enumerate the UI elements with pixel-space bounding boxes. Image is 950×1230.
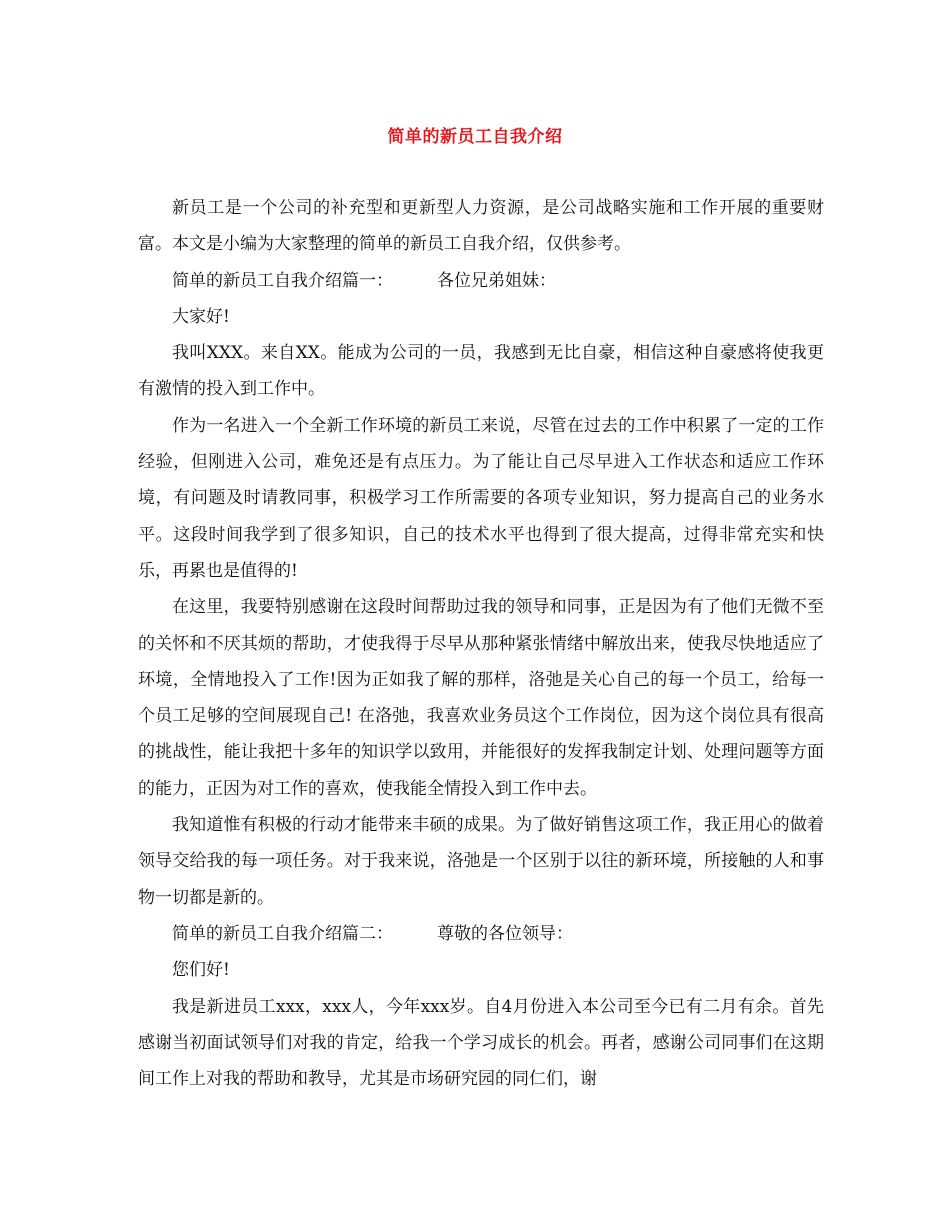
paragraph-work-experience: 作为一名进入一个全新工作环境的新员工来说，尽管在过去的工作中积累了一定的工作经验，但刚进入公司，难免还是有点压力。为了能让自己尽早进入工作状态和适应工作环境，有问题及时请教同事，积极学习工作所需要的各项专业知识，努力提高自己的业务水平。这段时间我学到了很多知识，自己的技术水平也得到了很大提高，过得非常充实和快乐，再累也是值得的! (138, 415, 824, 581)
document-body (138, 190, 824, 1097)
paragraph-greeting-two: 您们好! (172, 960, 230, 981)
paragraph-intro: 新员工是一个公司的补充型和更新型人力资源，是公司战略实施和工作开展的重要财富。本文是小编为大家整理的简单的新员工自我介绍，仅供参考。 (138, 198, 824, 255)
paragraph-new-employee: 我是新进员工xxx，xxx人，今年xxx岁。自4月份进入本公司至今已有二月有余。首先感谢当初面试领导们对我的肯定，给我一个学习成长的机会。再者，感谢公司同事们在这期间工作上对我的帮助和教导，尤其是市场研究园的同仁们，谢 (138, 996, 824, 1090)
paragraph-section-one-heading (138, 263, 824, 299)
section-one-title: 简单的新员工自我介绍篇一： (172, 270, 393, 291)
paragraph-self-intro: 我叫XXX。来自XX。能成为公司的一员，我感到无比自豪，相信这种自豪感将使我更有激情的投入到工作中。 (138, 343, 824, 400)
paragraph-thanks: 在这里，我要特别感谢在这段时间帮助过我的领导和同事，正是因为有了他们无微不至的关怀和不厌其烦的帮助，才使我得于尽早从那种紧张情绪中解放出来，使我尽快地适应了环境，全情地投入了工作!因为正如我了解的那样，洛弛是关心自己的每一个员工，给每一个员工足够的空间展现自己! 在洛弛，我喜欢业务员这个工作岗位，因为这个岗位具有很高的挑战性，能让我把十多年的知识学以致用，并能很好的发挥我制定计划、处理问题等方面的能力，正因为对工作的喜欢，使我能全情投入到工作中去。 (138, 597, 824, 799)
section-one-salutation: 各位兄弟姐妹： (437, 270, 556, 291)
section-two-salutation: 尊敬的各位领导： (437, 923, 573, 944)
paragraph-greeting-one: 大家好! (172, 306, 230, 327)
paragraph-section-two-heading (138, 916, 824, 952)
paragraph-action: 我知道惟有积极的行动才能带来丰硕的成果。为了做好销售这项工作，我正用心的做着领导交给我的每一项任务。对于我来说，洛弛是一个区别于以往的新环境，所接触的人和事物一切都是新的。 (138, 815, 824, 908)
document-title: 简单的新员工自我介绍 (387, 127, 563, 147)
section-two-title: 简单的新员工自我介绍篇二： (172, 923, 393, 944)
